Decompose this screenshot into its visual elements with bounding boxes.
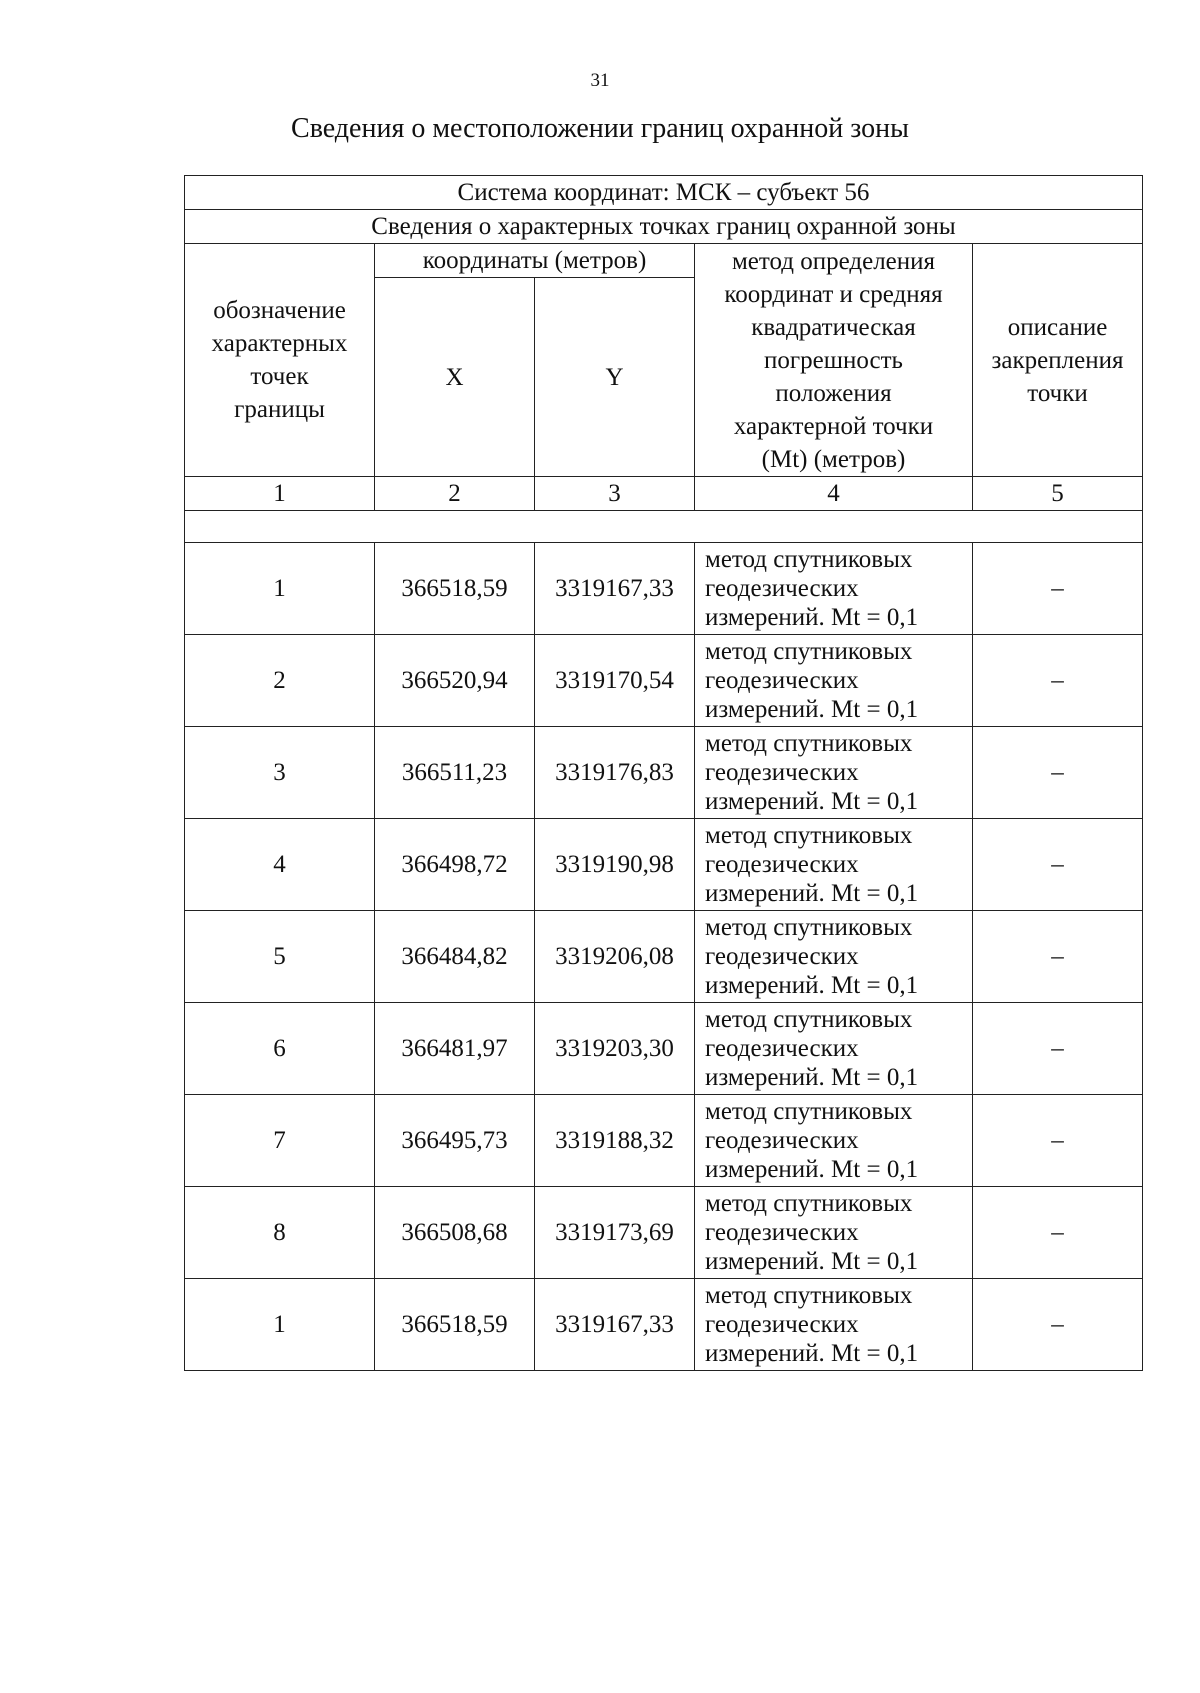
x-coordinate-cell: 366518,59 xyxy=(375,543,535,635)
column-number: 2 xyxy=(375,477,535,511)
method-line: измерений. Mt = 0,1 xyxy=(705,1248,919,1275)
method-line: геодезических xyxy=(705,759,859,786)
fixing-cell: – xyxy=(973,911,1143,1003)
header-x: X xyxy=(375,278,535,477)
y-coordinate-cell: 3319170,54 xyxy=(535,635,695,727)
method-cell xyxy=(695,819,973,911)
table-row xyxy=(185,1279,1143,1371)
y-coordinate-cell: 3319167,33 xyxy=(535,1279,695,1371)
point-cell: 1 xyxy=(185,543,375,635)
page-title: Сведения о местоположении границ охранной зоны xyxy=(291,113,909,144)
y-coordinate-cell: 3319203,30 xyxy=(535,1003,695,1095)
header-coordinates: координаты (метров) xyxy=(375,244,695,278)
x-coordinate-cell: 366511,23 xyxy=(375,727,535,819)
method-line: метод спутниковых xyxy=(705,914,913,941)
header-method xyxy=(695,244,973,477)
fixing-cell: – xyxy=(973,543,1143,635)
table-subtitle: Сведения о характерных точках границ охранной зоны xyxy=(185,210,1143,244)
header-y: Y xyxy=(535,278,695,477)
method-line: измерений. Mt = 0,1 xyxy=(705,696,919,723)
point-cell: 4 xyxy=(185,819,375,911)
method-cell xyxy=(695,1187,973,1279)
point-cell: 3 xyxy=(185,727,375,819)
y-coordinate-cell: 3319190,98 xyxy=(535,819,695,911)
header-line: описание xyxy=(1007,313,1108,341)
column-number: 4 xyxy=(695,477,973,511)
header-line: закрепления xyxy=(991,346,1124,374)
blank-cell xyxy=(185,511,1143,543)
method-line: измерений. Mt = 0,1 xyxy=(705,972,919,999)
x-coordinate-cell: 366520,94 xyxy=(375,635,535,727)
table-row xyxy=(185,819,1143,911)
column-number: 5 xyxy=(973,477,1143,511)
table-row xyxy=(185,1187,1143,1279)
point-cell: 6 xyxy=(185,1003,375,1095)
point-cell: 7 xyxy=(185,1095,375,1187)
method-line: метод спутниковых xyxy=(705,1190,913,1217)
header-line: характерных xyxy=(211,330,348,357)
point-cell: 8 xyxy=(185,1187,375,1279)
header-line: (Mt) (метров) xyxy=(761,445,906,473)
method-line: метод спутниковых xyxy=(705,1098,913,1125)
page-number: 31 xyxy=(590,70,610,91)
table-row xyxy=(185,727,1143,819)
method-line: измерений. Mt = 0,1 xyxy=(705,880,919,907)
method-line: измерений. Mt = 0,1 xyxy=(705,1156,919,1183)
method-cell xyxy=(695,635,973,727)
fixing-cell: – xyxy=(973,1279,1143,1371)
header-line: границы xyxy=(234,396,325,423)
header-line: точки xyxy=(1027,379,1088,407)
blank-row xyxy=(185,511,1143,543)
header-line: погрешность xyxy=(764,346,903,374)
method-cell xyxy=(695,1095,973,1187)
method-cell xyxy=(695,1279,973,1371)
table-row xyxy=(185,1095,1143,1187)
method-line: геодезических xyxy=(705,667,859,694)
point-cell: 1 xyxy=(185,1279,375,1371)
fixing-cell: – xyxy=(973,727,1143,819)
table-row xyxy=(185,911,1143,1003)
method-line: метод спутниковых xyxy=(705,822,913,849)
header-line: обозначение xyxy=(213,297,346,324)
fixing-cell: – xyxy=(973,1187,1143,1279)
table-row xyxy=(185,635,1143,727)
table-row xyxy=(185,543,1143,635)
fixing-cell: – xyxy=(973,635,1143,727)
column-numbers-row xyxy=(185,477,1143,511)
header-line: координат и средняя xyxy=(724,280,943,308)
method-line: метод спутниковых xyxy=(705,546,913,573)
method-line: метод спутниковых xyxy=(705,1282,913,1309)
y-coordinate-cell: 3319206,08 xyxy=(535,911,695,1003)
method-line: метод спутниковых xyxy=(705,730,913,757)
y-coordinate-cell: 3319173,69 xyxy=(535,1187,695,1279)
header-designation xyxy=(185,244,375,477)
point-cell: 2 xyxy=(185,635,375,727)
method-line: измерений. Mt = 0,1 xyxy=(705,788,919,815)
method-line: измерений. Mt = 0,1 xyxy=(705,604,919,631)
method-line: геодезических xyxy=(705,1219,859,1246)
method-line: геодезических xyxy=(705,1311,859,1338)
header-line: положения xyxy=(775,379,892,407)
point-cell: 5 xyxy=(185,911,375,1003)
method-line: геодезических xyxy=(705,943,859,970)
header-line: характерной точки xyxy=(733,412,934,440)
x-coordinate-cell: 366518,59 xyxy=(375,1279,535,1371)
method-line: метод спутниковых xyxy=(705,638,913,665)
method-line: измерений. Mt = 0,1 xyxy=(705,1064,919,1091)
method-line: геодезических xyxy=(705,851,859,878)
fixing-cell: – xyxy=(973,1095,1143,1187)
fixing-cell: – xyxy=(973,819,1143,911)
x-coordinate-cell: 366484,82 xyxy=(375,911,535,1003)
header-line: точек xyxy=(250,363,309,390)
header-fixing xyxy=(973,244,1143,477)
y-coordinate-cell: 3319167,33 xyxy=(535,543,695,635)
column-number: 1 xyxy=(185,477,375,511)
boundary-points-table xyxy=(184,175,1143,1371)
method-cell xyxy=(695,1003,973,1095)
method-line: геодезических xyxy=(705,575,859,602)
method-cell xyxy=(695,911,973,1003)
method-cell xyxy=(695,727,973,819)
x-coordinate-cell: 366495,73 xyxy=(375,1095,535,1187)
coord-system-cell: Система координат: МСК – субъект 56 xyxy=(185,176,1143,210)
header-line: квадратическая xyxy=(751,313,916,341)
column-number: 3 xyxy=(535,477,695,511)
method-line: геодезических xyxy=(705,1127,859,1154)
table-row xyxy=(185,1003,1143,1095)
x-coordinate-cell: 366508,68 xyxy=(375,1187,535,1279)
method-line: геодезических xyxy=(705,1035,859,1062)
fixing-cell: – xyxy=(973,1003,1143,1095)
method-line: метод спутниковых xyxy=(705,1006,913,1033)
method-line: измерений. Mt = 0,1 xyxy=(705,1340,919,1367)
y-coordinate-cell: 3319188,32 xyxy=(535,1095,695,1187)
y-coordinate-cell: 3319176,83 xyxy=(535,727,695,819)
x-coordinate-cell: 366481,97 xyxy=(375,1003,535,1095)
header-line: метод определения xyxy=(731,247,936,275)
method-cell xyxy=(695,543,973,635)
x-coordinate-cell: 366498,72 xyxy=(375,819,535,911)
